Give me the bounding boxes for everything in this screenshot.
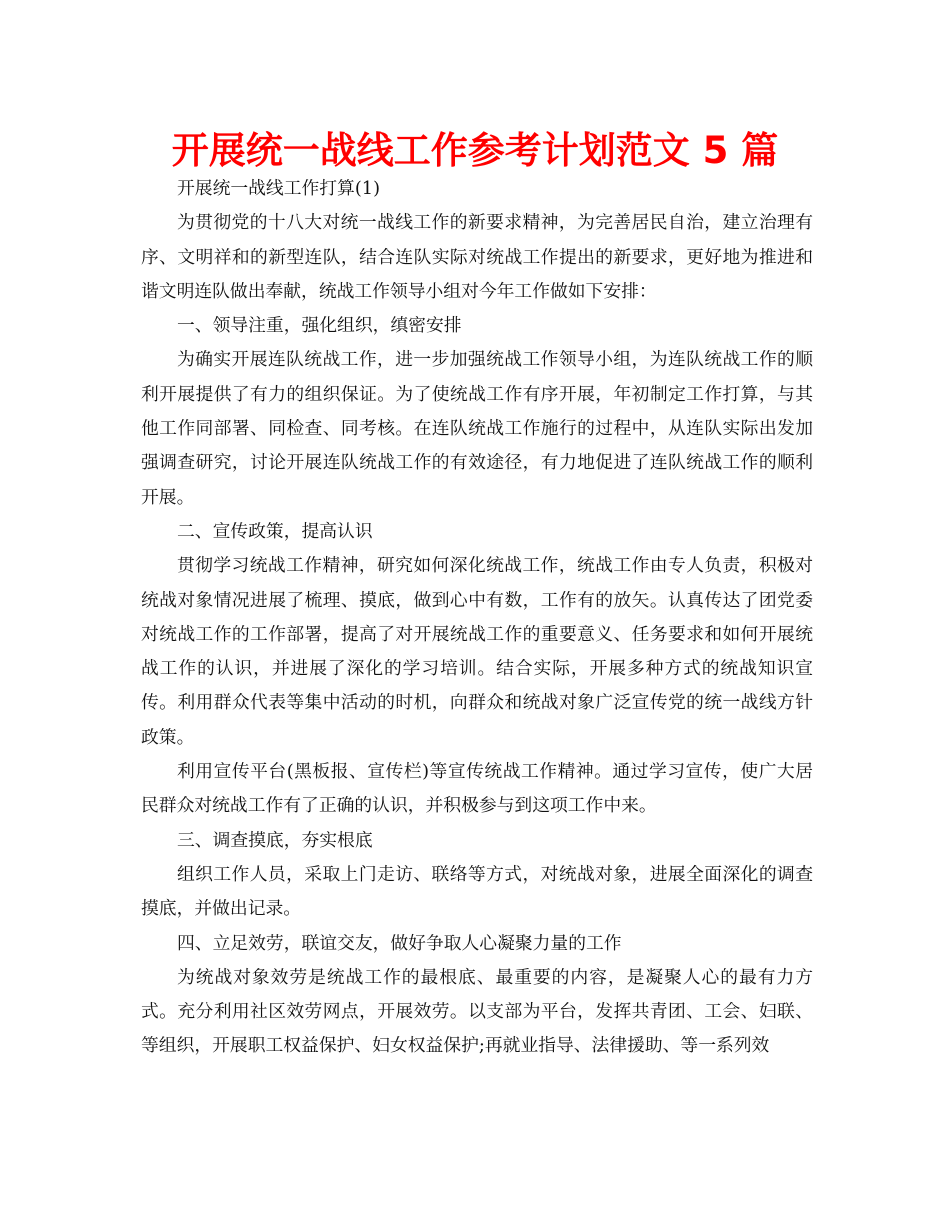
paragraph-section-3: 组织工作人员，采取上门走访、联络等方式，对统战对象，进展全面深化的调查摸底，并做出记录。 bbox=[141, 863, 813, 920]
paragraph-subtitle: 开展统一战线工作打算(1) bbox=[177, 178, 380, 199]
document-body bbox=[141, 172, 813, 1064]
section-heading-4: 四、立足效劳，联谊交友，做好争取人心凝聚力量的工作 bbox=[177, 932, 622, 954]
section-heading-3: 三、调查摸底，夯实根底 bbox=[177, 829, 373, 851]
paragraph-section-2b: 利用宣传平台(黑板报、宣传栏)等宣传统战工作精神。通过学习宣传，使广大居民群众对统战工作有了正确的认识，并积极参与到这项工作中来。 bbox=[141, 761, 813, 817]
section-heading-2: 二、宣传政策，提高认识 bbox=[177, 520, 373, 542]
paragraph-intro: 为贯彻党的十八大对统一战线工作的新要求精神，为完善居民自治，建立治理有序、文明祥和的新型连队，结合连队实际对统战工作提出的新要求，更好地为推进和谐文明连队做出奉献，统战工作领导小组对今年工作做如下安排： bbox=[141, 212, 813, 302]
paragraph-section-1: 为确实开展连队统战工作，进一步加强统战工作领导小组，为连队统战工作的顺利开展提供了有力的组织保证。为了使统战工作有序开展，年初制定工作打算，与其他工作同部署、同检查、同考核。在连队统战工作施行的过程中，从连队实际出发加强调查研究，讨论开展连队统战工作的有效途径，有力地促进了连队统战工作的顺利开展。 bbox=[141, 349, 813, 508]
section-heading-1: 一、领导注重，强化组织，缜密安排 bbox=[177, 315, 462, 337]
paragraph-section-4: 为统战对象效劳是统战工作的最根底、最重要的内容，是凝聚人心的最有力方式。充分利用社区效劳网点，开展效劳。以支部为平台，发挥共青团、工会、妇联、等组织，开展职工权益保护、妇女权益保护;再就业指导、法律援助、等一系列效 bbox=[141, 966, 813, 1057]
document-title: 开展统一战线工作参考计划范文 5 篇 bbox=[171, 129, 779, 172]
paragraph-section-2: 贯彻学习统战工作精神，研究如何深化统战工作，统战工作由专人负责，积极对统战对象情况进展了梳理、摸底，做到心中有数，工作有的放矢。认真传达了团党委对统战工作的工作部署，提高了对开展统战工作的重要意义、任务要求和如何开展统战工作的认识，并进展了深化的学习培训。结合实际，开展多种方式的统战知识宣传。利用群众代表等集中活动的时机，向群众和统战对象广泛宣传党的统一战线方针政策。 bbox=[141, 555, 813, 748]
